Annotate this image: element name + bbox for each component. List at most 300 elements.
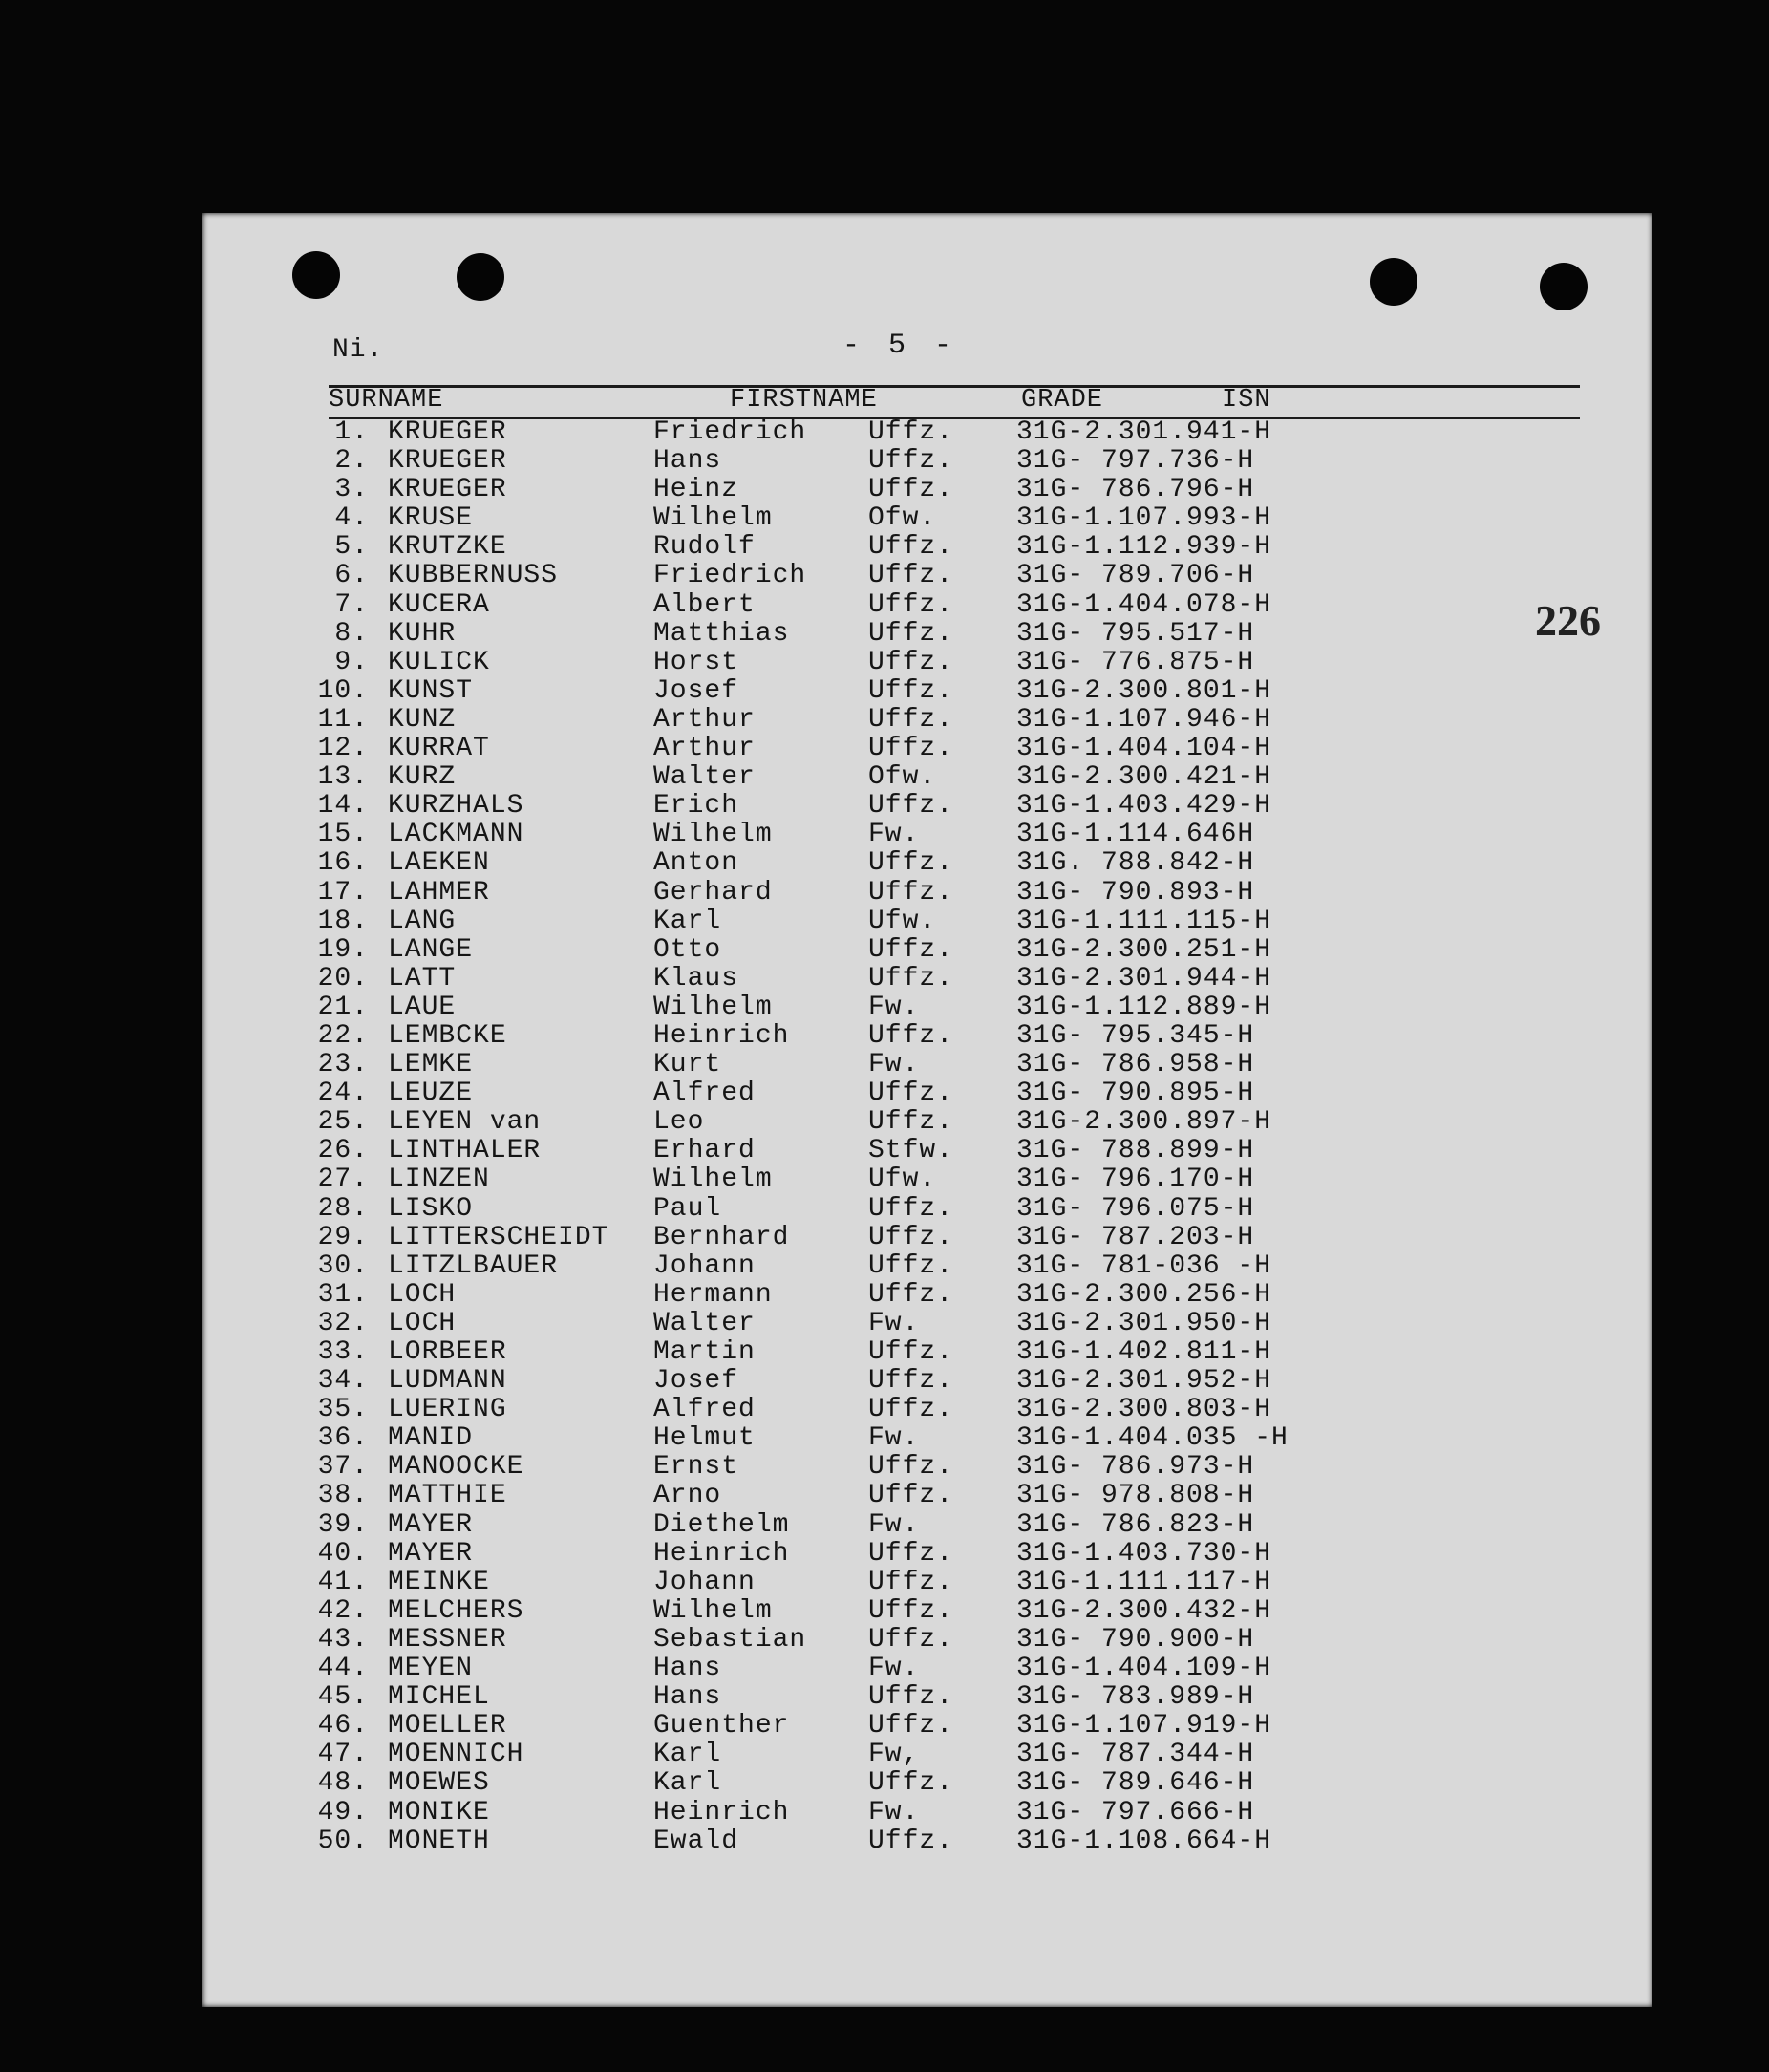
firstname-cell: Arthur — [653, 704, 756, 735]
row-number: 19. — [317, 934, 369, 965]
grade-cell: Uffz. — [868, 1826, 954, 1856]
grade-cell: Fw. — [868, 992, 920, 1022]
grade-cell: Uffz. — [868, 475, 954, 505]
isn-cell: 31G- 788.899-H — [1016, 1136, 1255, 1166]
table-row — [309, 821, 1570, 849]
row-number: 18. — [317, 906, 369, 936]
table-row — [309, 965, 1570, 993]
surname-cell: LANGE — [388, 934, 474, 965]
surname-cell: KURZHALS — [388, 791, 524, 822]
firstname-cell: Johann — [653, 1567, 756, 1597]
surname-cell: LUERING — [388, 1395, 507, 1425]
row-number: 8. — [334, 618, 369, 649]
row-number: 4. — [334, 503, 369, 534]
surname-cell: LUDMANN — [388, 1366, 507, 1397]
row-number: 45. — [317, 1682, 369, 1713]
surname-cell: MAYER — [388, 1509, 474, 1540]
isn-cell: 31G-2.300.251-H — [1016, 934, 1272, 965]
stamp-number: 226 — [1535, 596, 1601, 645]
column-header-surname: SURNAME — [329, 386, 444, 415]
surname-cell: KRUEGER — [388, 475, 507, 505]
isn-cell: 31G-1.403.730-H — [1016, 1538, 1272, 1569]
isn-cell: 31G-2.301.952-H — [1016, 1366, 1272, 1397]
surname-cell: KUNST — [388, 675, 474, 706]
grade-cell: Fw. — [868, 820, 920, 850]
grade-cell: Uffz. — [868, 1020, 954, 1051]
table-row — [309, 1252, 1570, 1281]
table-row — [309, 1569, 1570, 1597]
surname-cell: LITTERSCHEIDT — [388, 1222, 609, 1252]
surname-cell: LEYEN van — [388, 1107, 542, 1138]
row-number: 21. — [317, 992, 369, 1022]
firstname-cell: Wilhelm — [653, 820, 773, 850]
firstname-cell: Rudolf — [653, 532, 756, 563]
isn-cell: 31G- 789.646-H — [1016, 1768, 1255, 1799]
table-row — [309, 562, 1570, 590]
surname-cell: LOCH — [388, 1279, 457, 1310]
surname-cell: LAHMER — [388, 877, 490, 908]
grade-cell: Uffz. — [868, 446, 954, 477]
isn-cell: 31G-1.107.993-H — [1016, 503, 1272, 534]
surname-cell: MESSNER — [388, 1624, 507, 1655]
surname-cell: LINTHALER — [388, 1136, 542, 1166]
surname-cell: KRUSE — [388, 503, 474, 534]
table-row — [309, 1137, 1570, 1165]
surname-cell: LISKO — [388, 1193, 474, 1224]
table-row — [309, 1079, 1570, 1108]
isn-cell: 31G- 796.075-H — [1016, 1193, 1255, 1224]
firstname-cell: Matthias — [653, 618, 790, 649]
surname-cell: MANOOCKE — [388, 1452, 524, 1483]
surname-cell: KUCERA — [388, 589, 490, 620]
surname-cell: LEMBCKE — [388, 1020, 507, 1051]
firstname-cell: Heinrich — [653, 1797, 790, 1827]
firstname-cell: Friedrich — [653, 417, 807, 447]
table-row — [309, 936, 1570, 965]
table-row — [309, 763, 1570, 792]
firstname-cell: Johann — [653, 1250, 756, 1281]
surname-cell: LEUZE — [388, 1079, 474, 1109]
isn-cell: 31G-1.404.078-H — [1016, 589, 1272, 620]
isn-cell: 31G- 790.900-H — [1016, 1624, 1255, 1655]
grade-cell: Uffz. — [868, 963, 954, 993]
firstname-cell: Alfred — [653, 1395, 756, 1425]
table-row — [309, 1165, 1570, 1194]
table-row — [309, 1396, 1570, 1424]
firstname-cell: Diethelm — [653, 1509, 790, 1540]
firstname-cell: Bernhard — [653, 1222, 790, 1252]
table-row — [309, 1022, 1570, 1051]
isn-cell: 31G-1.404.104-H — [1016, 734, 1272, 764]
firstname-cell: Karl — [653, 1768, 722, 1799]
surname-cell: KRUEGER — [388, 417, 507, 447]
grade-cell: Uffz. — [868, 618, 954, 649]
table-row — [309, 447, 1570, 476]
surname-cell: MOENNICH — [388, 1740, 524, 1770]
table-row — [309, 1224, 1570, 1252]
row-number: 5. — [334, 532, 369, 563]
row-number: 12. — [317, 734, 369, 764]
row-number: 13. — [317, 762, 369, 793]
firstname-cell: Hans — [653, 1682, 722, 1713]
row-number: 34. — [317, 1366, 369, 1397]
table-row — [309, 1453, 1570, 1482]
table-row — [309, 1799, 1570, 1827]
row-number: 30. — [317, 1250, 369, 1281]
row-number: 1. — [334, 417, 369, 447]
firstname-cell: Karl — [653, 906, 722, 936]
firstname-cell: Josef — [653, 675, 739, 706]
table-row — [309, 735, 1570, 763]
grade-cell: Uffz. — [868, 647, 954, 677]
row-number: 27. — [317, 1164, 369, 1195]
grade-cell: Uffz. — [868, 1567, 954, 1597]
table-row — [309, 1482, 1570, 1510]
row-number: 20. — [317, 963, 369, 993]
row-number: 24. — [317, 1079, 369, 1109]
isn-cell: 31G- 795.345-H — [1016, 1020, 1255, 1051]
grade-cell: Uffz. — [868, 1595, 954, 1626]
surname-cell: MEINKE — [388, 1567, 490, 1597]
table-row — [309, 677, 1570, 706]
firstname-cell: Heinrich — [653, 1020, 790, 1051]
firstname-cell: Walter — [653, 1308, 756, 1338]
grade-cell: Uffz. — [868, 589, 954, 620]
surname-cell: KRUTZKE — [388, 532, 507, 563]
surname-cell: LEMKE — [388, 1050, 474, 1080]
isn-cell: 31G-1.107.919-H — [1016, 1711, 1272, 1741]
firstname-cell: Otto — [653, 934, 722, 965]
surname-cell: KUBBERNUSS — [388, 561, 559, 591]
surname-cell: KUHR — [388, 618, 457, 649]
grade-cell: Uffz. — [868, 1337, 954, 1367]
column-header-isn: ISN — [1222, 386, 1271, 415]
isn-cell: 31G-1.404.035 -H — [1016, 1423, 1289, 1454]
firstname-cell: Josef — [653, 1366, 739, 1397]
row-number: 16. — [317, 848, 369, 879]
grade-cell: Fw, — [868, 1740, 920, 1770]
surname-cell: LAEKEN — [388, 848, 490, 879]
grade-cell: Stfw. — [868, 1136, 954, 1166]
surname-cell: MOEWES — [388, 1768, 490, 1799]
grade-cell: Uffz. — [868, 848, 954, 879]
table-row — [309, 706, 1570, 735]
isn-cell: 31G- 787.203-H — [1016, 1222, 1255, 1252]
surname-cell: MELCHERS — [388, 1595, 524, 1626]
page-reference: Ni. — [332, 335, 384, 365]
table-row — [309, 1511, 1570, 1540]
row-number: 43. — [317, 1624, 369, 1655]
grade-cell: Fw. — [868, 1308, 920, 1338]
firstname-cell: Guenther — [653, 1711, 790, 1741]
grade-cell: Uffz. — [868, 1768, 954, 1799]
isn-cell: 31G- 786.823-H — [1016, 1509, 1255, 1540]
row-number: 2. — [334, 446, 369, 477]
isn-cell: 31G- 783.989-H — [1016, 1682, 1255, 1713]
table-row — [309, 476, 1570, 504]
isn-cell: 31G-1.112.939-H — [1016, 532, 1272, 563]
isn-cell: 31G- 790.895-H — [1016, 1079, 1255, 1109]
isn-cell: 31G- 797.666-H — [1016, 1797, 1255, 1827]
grade-cell: Uffz. — [868, 675, 954, 706]
firstname-cell: Kurt — [653, 1050, 722, 1080]
surname-cell: MEYEN — [388, 1654, 474, 1684]
surname-cell: LORBEER — [388, 1337, 507, 1367]
isn-cell: 31G-1.114.646H — [1016, 820, 1255, 850]
firstname-cell: Arno — [653, 1481, 722, 1511]
grade-cell: Ofw. — [868, 762, 937, 793]
isn-cell: 31G-1.111.117-H — [1016, 1567, 1272, 1597]
surname-cell: MONETH — [388, 1826, 490, 1856]
grade-cell: Uffz. — [868, 561, 954, 591]
grade-cell: Fw. — [868, 1797, 920, 1827]
grade-cell: Uffz. — [868, 1279, 954, 1310]
firstname-cell: Erich — [653, 791, 739, 822]
firstname-cell: Arthur — [653, 734, 756, 764]
table-row — [309, 1540, 1570, 1569]
grade-cell: Uffz. — [868, 791, 954, 822]
row-number: 25. — [317, 1107, 369, 1138]
table-row — [309, 591, 1570, 620]
isn-cell: 31G-2.300.897-H — [1016, 1107, 1272, 1138]
grade-cell: Uffz. — [868, 1481, 954, 1511]
table-row — [309, 879, 1570, 908]
grade-cell: Uffz. — [868, 532, 954, 563]
isn-cell: 31G- 796.170-H — [1016, 1164, 1255, 1195]
surname-cell: KRUEGER — [388, 446, 507, 477]
firstname-cell: Hermann — [653, 1279, 773, 1310]
grade-cell: Uffz. — [868, 1222, 954, 1252]
isn-cell: 31G- 978.808-H — [1016, 1481, 1255, 1511]
surname-cell: MAYER — [388, 1538, 474, 1569]
firstname-cell: Klaus — [653, 963, 739, 993]
row-number: 6. — [334, 561, 369, 591]
isn-cell: 31G-2.301.941-H — [1016, 417, 1272, 447]
table-row — [309, 1655, 1570, 1683]
row-number: 7. — [334, 589, 369, 620]
row-number: 32. — [317, 1308, 369, 1338]
table-row — [309, 1626, 1570, 1655]
row-number: 41. — [317, 1567, 369, 1597]
punch-hole — [1370, 258, 1417, 306]
row-number: 36. — [317, 1423, 369, 1454]
surname-cell: MICHEL — [388, 1682, 490, 1713]
isn-cell: 31G- 786.973-H — [1016, 1452, 1255, 1483]
grade-cell: Ufw. — [868, 1164, 937, 1195]
table-row — [309, 849, 1570, 878]
surname-cell: KUNZ — [388, 704, 457, 735]
table-row — [309, 620, 1570, 649]
grade-cell: Uffz. — [868, 934, 954, 965]
firstname-cell: Walter — [653, 762, 756, 793]
surname-cell: KURZ — [388, 762, 457, 793]
isn-cell: 31G- 797.736-H — [1016, 446, 1255, 477]
isn-cell: 31G-1.404.109-H — [1016, 1654, 1272, 1684]
isn-cell: 31G-2.300.256-H — [1016, 1279, 1272, 1310]
grade-cell: Uffz. — [868, 1079, 954, 1109]
isn-cell: 31G- 789.706-H — [1016, 561, 1255, 591]
row-number: 14. — [317, 791, 369, 822]
grade-cell: Uffz. — [868, 1250, 954, 1281]
isn-cell: 31G-1.403.429-H — [1016, 791, 1272, 822]
surname-cell: LATT — [388, 963, 457, 993]
isn-cell: 31G- 795.517-H — [1016, 618, 1255, 649]
table-row — [309, 1712, 1570, 1741]
table-row — [309, 993, 1570, 1022]
table-row — [309, 533, 1570, 562]
surname-cell: KULICK — [388, 647, 490, 677]
isn-cell: 31G- 786.958-H — [1016, 1050, 1255, 1080]
row-number: 33. — [317, 1337, 369, 1367]
firstname-cell: Wilhelm — [653, 1595, 773, 1626]
grade-cell: Ofw. — [868, 503, 937, 534]
table-row — [309, 1108, 1570, 1137]
table-row — [309, 1195, 1570, 1224]
grade-cell: Uffz. — [868, 1193, 954, 1224]
table-row — [309, 1424, 1570, 1453]
table-row — [309, 1597, 1570, 1626]
table-row — [309, 1769, 1570, 1798]
isn-cell: 31G. 788.842-H — [1016, 848, 1255, 879]
isn-cell: 31G-2.301.944-H — [1016, 963, 1272, 993]
grade-cell: Uffz. — [868, 1395, 954, 1425]
firstname-cell: Wilhelm — [653, 1164, 773, 1195]
firstname-cell: Friedrich — [653, 561, 807, 591]
firstname-cell: Gerhard — [653, 877, 773, 908]
table-row — [309, 1683, 1570, 1712]
grade-cell: Fw. — [868, 1050, 920, 1080]
row-number: 40. — [317, 1538, 369, 1569]
isn-cell: 31G- 790.893-H — [1016, 877, 1255, 908]
firstname-cell: Martin — [653, 1337, 756, 1367]
grade-cell: Fw. — [868, 1509, 920, 1540]
table-row — [309, 1051, 1570, 1079]
row-number: 46. — [317, 1711, 369, 1741]
isn-cell: 31G-1.107.946-H — [1016, 704, 1272, 735]
firstname-cell: Helmut — [653, 1423, 756, 1454]
firstname-cell: Alfred — [653, 1079, 756, 1109]
row-number: 48. — [317, 1768, 369, 1799]
table-row — [309, 1338, 1570, 1367]
grade-cell: Uffz. — [868, 1452, 954, 1483]
isn-cell: 31G- 776.875-H — [1016, 647, 1255, 677]
grade-cell: Uffz. — [868, 1711, 954, 1741]
document-page — [202, 213, 1652, 2007]
row-number: 17. — [317, 877, 369, 908]
grade-cell: Uffz. — [868, 1366, 954, 1397]
row-number: 38. — [317, 1481, 369, 1511]
surname-cell: LINZEN — [388, 1164, 490, 1195]
grade-cell: Uffz. — [868, 734, 954, 764]
column-header-grade: GRADE — [1021, 386, 1104, 415]
row-number: 37. — [317, 1452, 369, 1483]
grade-cell: Uffz. — [868, 1682, 954, 1713]
row-number: 26. — [317, 1136, 369, 1166]
table-row — [309, 1281, 1570, 1310]
firstname-cell: Erhard — [653, 1136, 756, 1166]
punch-hole — [457, 253, 504, 301]
grade-cell: Uffz. — [868, 1538, 954, 1569]
grade-cell: Fw. — [868, 1423, 920, 1454]
isn-cell: 31G-2.300.803-H — [1016, 1395, 1272, 1425]
row-number: 39. — [317, 1509, 369, 1540]
firstname-cell: Paul — [653, 1193, 722, 1224]
row-number: 35. — [317, 1395, 369, 1425]
isn-cell: 31G-2.300.421-H — [1016, 762, 1272, 793]
isn-cell: 31G-2.300.801-H — [1016, 675, 1272, 706]
row-number: 15. — [317, 820, 369, 850]
firstname-cell: Wilhelm — [653, 992, 773, 1022]
table-header — [329, 385, 1580, 419]
isn-cell: 31G-1.112.889-H — [1016, 992, 1272, 1022]
firstname-cell: Horst — [653, 647, 739, 677]
table-row — [309, 1827, 1570, 1856]
table-row — [309, 418, 1570, 447]
grade-cell: Uffz. — [868, 704, 954, 735]
firstname-cell: Leo — [653, 1107, 705, 1138]
firstname-cell: Karl — [653, 1740, 722, 1770]
grade-cell: Ufw. — [868, 906, 937, 936]
punch-hole — [1540, 263, 1588, 310]
surname-cell: LACKMANN — [388, 820, 524, 850]
row-number: 23. — [317, 1050, 369, 1080]
row-number: 28. — [317, 1193, 369, 1224]
page-number: - 5 - — [842, 330, 958, 362]
isn-cell: 31G-2.301.950-H — [1016, 1308, 1272, 1338]
row-number: 29. — [317, 1222, 369, 1252]
isn-cell: 31G- 787.344-H — [1016, 1740, 1255, 1770]
firstname-cell: Anton — [653, 848, 739, 879]
column-header-firstname: FIRSTNAME — [730, 386, 878, 415]
surname-cell: MOELLER — [388, 1711, 507, 1741]
surname-cell: LANG — [388, 906, 457, 936]
table-row — [309, 649, 1570, 677]
isn-cell: 31G-2.300.432-H — [1016, 1595, 1272, 1626]
isn-cell: 31G-1.402.811-H — [1016, 1337, 1272, 1367]
firstname-cell: Hans — [653, 446, 722, 477]
roster-table — [309, 418, 1570, 1856]
row-number: 42. — [317, 1595, 369, 1626]
firstname-cell: Ernst — [653, 1452, 739, 1483]
table-row — [309, 908, 1570, 936]
punch-hole — [292, 251, 340, 299]
row-number: 10. — [317, 675, 369, 706]
row-number: 22. — [317, 1020, 369, 1051]
surname-cell: LAUE — [388, 992, 457, 1022]
surname-cell: MATTHIE — [388, 1481, 507, 1511]
surname-cell: MANID — [388, 1423, 474, 1454]
surname-cell: LOCH — [388, 1308, 457, 1338]
surname-cell: MONIKE — [388, 1797, 490, 1827]
firstname-cell: Hans — [653, 1654, 722, 1684]
grade-cell: Uffz. — [868, 1624, 954, 1655]
isn-cell: 31G- 781-036 -H — [1016, 1250, 1272, 1281]
firstname-cell: Wilhelm — [653, 503, 773, 534]
isn-cell: 31G-1.108.664-H — [1016, 1826, 1272, 1856]
isn-cell: 31G-1.111.115-H — [1016, 906, 1272, 936]
table-row — [309, 792, 1570, 821]
row-number: 9. — [334, 647, 369, 677]
table-row — [309, 1367, 1570, 1396]
firstname-cell: Heinz — [653, 475, 739, 505]
table-row — [309, 1310, 1570, 1338]
row-number: 44. — [317, 1654, 369, 1684]
firstname-cell: Ewald — [653, 1826, 739, 1856]
table-row — [309, 1741, 1570, 1769]
isn-cell: 31G- 786.796-H — [1016, 475, 1255, 505]
grade-cell: Fw. — [868, 1654, 920, 1684]
grade-cell: Uffz. — [868, 417, 954, 447]
